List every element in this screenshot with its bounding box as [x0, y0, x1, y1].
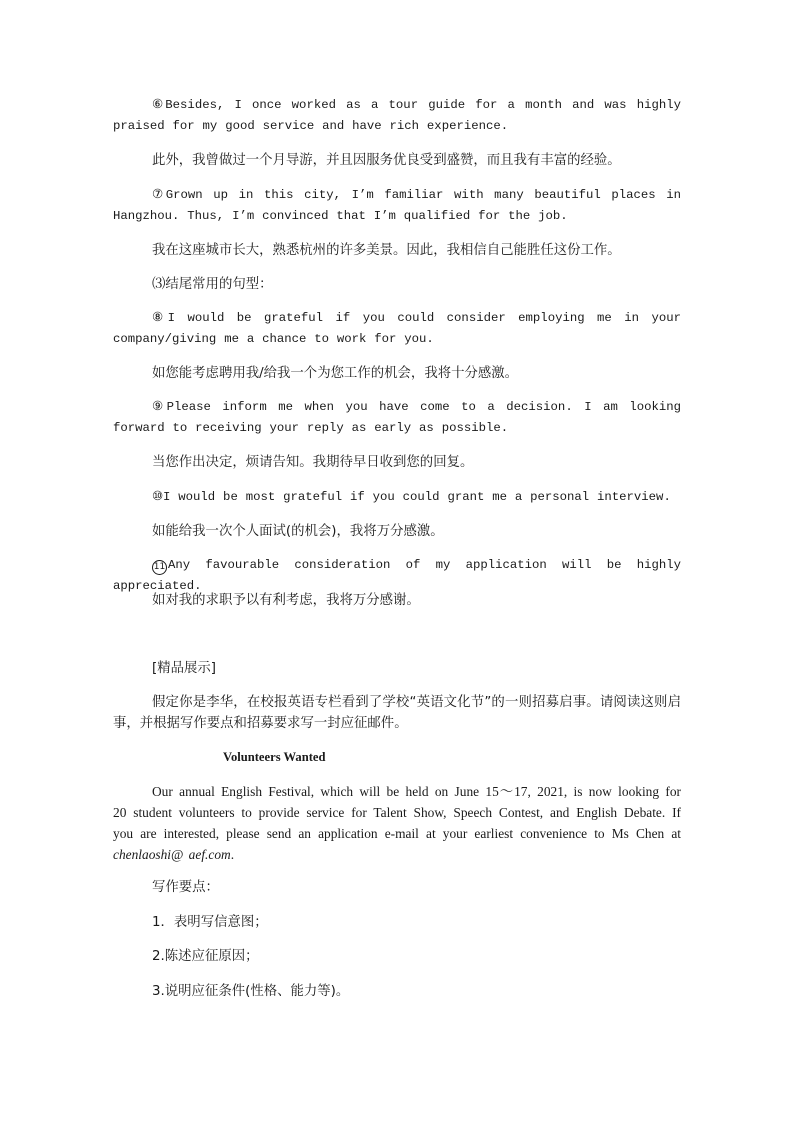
closing-patterns-heading: ⑶结尾常用的句型：	[152, 277, 273, 292]
sentence-6-english: ⑥Besides, I once worked as a tour guide for a month and was highly praised for my good service and have rich experience.	[113, 98, 681, 133]
notice-body	[113, 781, 681, 865]
notice-body-text: Our annual English Festival, which will be held on June 15～17, 2021, is now looking for 20 student volunteers to provide service for Talent Show, Speech Contest, and English Debate. If you are interested, please send an application e-mail at your earliest convenience to Ms Chen at	[113, 784, 681, 841]
showcase-intro: 假定你是李华，在校报英语专栏看到了学校“英语文化节”的一则招募启事。请阅读这则启事，并根据写作要点和招募要求写一封应征邮件。	[113, 695, 681, 731]
sentence-8-chinese: 如您能考虑聘用我/给我一个为您工作的机会，我将十分感激。	[152, 366, 519, 381]
writing-point-1: 1．表明写信意图；	[152, 915, 268, 930]
showcase-heading: [精品展示]	[152, 661, 217, 676]
sentence-11-text: Any favourable consideration of my application will be highly appreciated.	[113, 558, 681, 593]
writing-point-3: 3.说明应征条件(性格、能力等)。	[152, 984, 350, 999]
sentence-11-chinese: 如对我的求职予以有利考虑，我将万分感谢。	[152, 593, 420, 608]
sentence-9-english: ⑨Please inform me when you have come to a decision. I am looking forward to receiving your reply as early as possible.	[113, 400, 681, 435]
writing-point-2: 2.陈述应征原因；	[152, 949, 259, 964]
sentence-7-chinese: 我在这座城市长大，熟悉杭州的许多美景。因此，我相信自己能胜任这份工作。	[152, 243, 621, 258]
sentence-9-chinese: 当您作出决定，烦请告知。我期待早日收到您的回复。	[152, 455, 474, 470]
writing-points-heading: 写作要点：	[152, 880, 219, 895]
sentence-10-english: ⑩I would be most grateful if you could grant me a personal interview.	[152, 490, 671, 504]
sentence-7-english: ⑦Grown up in this city, I’m familiar with many beautiful places in Hangzhou. Thus, I’m convinced that I’m qualified for the job.	[113, 188, 681, 223]
notice-title: Volunteers Wanted	[223, 750, 326, 764]
sentence-10-chinese: 如能给我一次个人面试(的机会)，我将万分感激。	[152, 524, 444, 539]
notice-end: .	[230, 847, 235, 862]
sentence-11-number: 11	[152, 560, 167, 575]
sentence-8-english: ⑧I would be grateful if you could consider employing me in your company/giving me a chance to work for you.	[113, 311, 681, 346]
sentence-6-chinese: 此外，我曾做过一个月导游，并且因服务优良受到盛赞，而且我有丰富的经验。	[152, 153, 621, 168]
notice-email: chenlaoshi@ aef.com	[113, 847, 231, 862]
